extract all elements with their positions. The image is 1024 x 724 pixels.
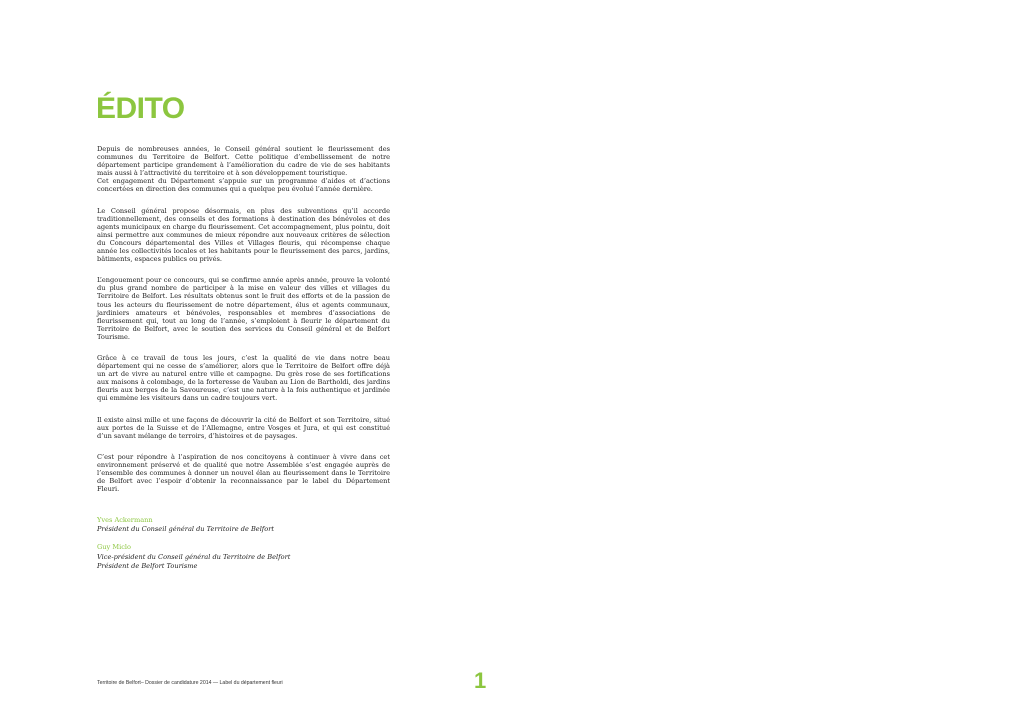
signatory-name: Guy Miclo [97,543,131,552]
paragraph-text: L’engouement pour ce concours, qui se confirme année après année, prouve la volonté du plus grand nombre de participer à la mise en valeur des villes et villages du Territoire de Belfort. Les résultats obtenus sont le fruit des efforts et de la passion de tous les acteurs du fleurissement de notre département, élus et agents communaux, jardiniers amateurs et bénévoles, responsables et membres d’associations de fleurissement qui, tout au long de l’année, s’emploient à fleurir le département du Territoire de Belfort, avec le soutien des services du Conseil général et de Belfort Tourisme. [97,276,390,341]
signature-block [97,543,397,571]
paragraph-4 [97,354,390,403]
paragraph-5 [97,416,390,440]
signature-block [97,516,397,534]
signatures [97,516,397,580]
paragraph-1 [97,145,390,194]
paragraph-text: Le Conseil général propose désormais, en plus des subventions qu’il accorde traditionnellement, des conseils et des formations à destination des bénévoles et des agents municipaux en charge du fleurissement. Cet accompagnement, plus pointu, doit ainsi permettre aux communes de mieux répondre aux nouveaux critères de sélection du Concours départemental des Villes et Villages fleuris, qui récompense chaque année les collectivités locales et les habitants pour le fleurissement des parcs, jardins, bâtiments, espaces publics ou privés. [97,206,390,264]
signatory-role: Vice-président du Conseil général du Territoire de Belfort [97,552,291,561]
signatory-name: Yves Ackermann [97,516,153,524]
page-footer: Territoire de Belfort– Dossier de candidature 2014 — Label du département fleuri [97,680,283,686]
page-number: 1 [474,668,487,693]
paragraph-text: C’est pour répondre à l’aspiration de nos concitoyens à continuer à vivre dans cet environnement préservé et de qualité que notre Assemblée s’est engagée auprès de l’ensemble des communes à donner un nouvel élan au fleurissement dans le Territoire de Belfort avec l’espoir d’obtenir la reconnaissance par le label du Département Fleuri. [97,452,390,494]
paragraph-2 [97,207,390,264]
signatory-role: Président de Belfort Tourisme [97,561,198,570]
paragraph-text: Grâce à ce travail de tous les jours, c’est la qualité de vie dans notre beau département qui ne cesse de s’améliorer, alors que le Territoire de Belfort offre déjà un art de vivre au naturel entre ville et campagne. Du grès rose de ses fortifications aux maisons à colombage, de la forteresse de Vauban au Lion de Bartholdi, des jardins fleuris aux berges de la Savoureuse, c’est une nature à la fois authentique et jardinée qui emmène les visiteurs dans un cadre toujours vert. [97,353,390,403]
paragraph-3 [97,276,390,341]
paragraph-text: Cet engagement du Département s’appuie sur un programme d’aides et d’actions concertées en direction des communes qui a quelque peu évolué l’année dernière. [97,177,390,194]
signatory-role: Président du Conseil général du Territoire de Belfort [97,525,275,534]
paragraph-6 [97,453,390,493]
page-title: ÉDITO [96,92,185,125]
edito-body [97,145,390,506]
paragraph-text: Il existe ainsi mille et une façons de découvrir la cité de Belfort et son Territoire, situé aux portes de la Suisse et de l’Allemagne, entre Vosges et Jura, et qui est constitué d’un savant mélange de terroirs, d’histoires et de paysages. [97,415,390,440]
paragraph-text: Depuis de nombreuses années, le Conseil général soutient le fleurissement des communes du Territoire de Belfort. Cette politique d’embellissement de notre département participe grandement à l’amélioration du cadre de vie de ses habitants mais aussi à l’attractivité du territoire et à son développement touristique. [97,145,390,178]
